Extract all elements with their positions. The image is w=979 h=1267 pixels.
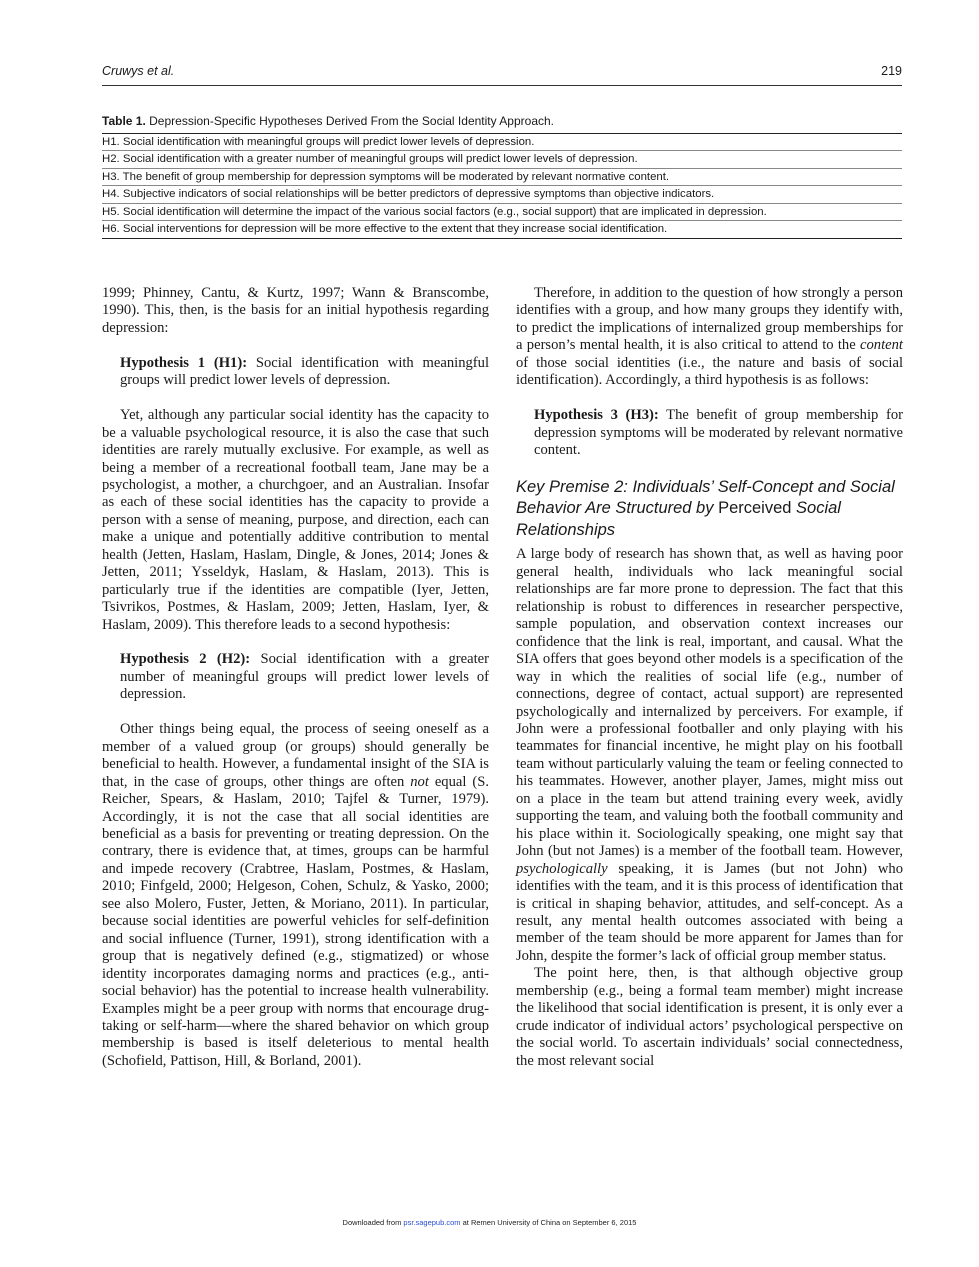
hypothesis-1: Hypothesis 1 (H1): Social identification with meaningful groups will predict lower levels of depression.: [120, 354, 489, 389]
paragraph: A large body of research has shown that, as well as having poor general health, individuals who lack meaningful social relationships are far more prone to depression. The fact that this relationship is robust to differences in researcher perspective, sample population, and observation context increases our confidence that the link is real, important, and causal. What the SIA offers that goes beyond other models is a specification of the way in which the realities of social life (e.g., number of connections, degree of contact, actual support) are represented psychologically and internalized by perceivers. For example, if John were a professional footballer and only playing with his teammates for financial incentive, he might play on his football team without particularly valuing the team or feeling connected to his teammates. However, another player, James, might miss out on a place in the team but attend training every week, avidly supporting the team, and valuing both the football community and his place within it. Sociologically speaking, one might say that John (but not James) is a member of the football team. However, psychologically speaking, it is James (but not John) who identifies with the team, and it is this process of identification that is critical in shaping behavior, attitudes, and self-concept. As a result, any mental health outcomes associated with being a member of the team should be more apparent for James than for John, despite the former’s lack of official group member status.: [516, 546, 903, 964]
hypothesis-3: Hypothesis 3 (H3): The benefit of group membership for depression symptoms will be moderated by relevant normative content.: [534, 407, 903, 459]
hypothesis-label: Hypothesis 1 (H1):: [120, 354, 248, 371]
header-rule: [102, 85, 902, 86]
hypothesis-2: Hypothesis 2 (H2): Social identification with a greater number of meaningful groups will predict lower levels of depression.: [120, 651, 490, 703]
table-bottom-rule: [102, 238, 902, 239]
table-caption: [102, 113, 902, 129]
table-caption-text: Depression-Specific Hypotheses Derived From the Social Identity Approach.: [149, 114, 554, 128]
paragraph: Yet, although any particular social identity has the capacity to be a valuable psychological resource, it is also the case that such identities are rarely mutually exclusive. For example, as well as being a member of a recreational football team, Jane may be a psychologist, a mother, a churchgoer, and an Australian. Insofar as each of these social identities has the capacity to provide a person with a sense of meaning, purpose, and direction, each can make a unique and potentially additive contribution to mental health (Jetten, Haslam, Haslam, Dingle, & Jones, 2014; Jones & Jetten, 2011; Ysseldyk, Haslam, & Haslam, 2013). This is particularly true if the identities are compatible (Iyer, Jetten, Tsivrikos, Postmes, & Haslam, 2009; Jetten, Haslam, Iyer, & Haslam, 2009). This therefore leads to a second hypothesis:: [102, 407, 489, 633]
paragraph: 1999; Phinney, Cantu, & Kurtz, 1997; Wann & Branscombe, 1990). This, then, is the basis for an initial hypothesis regarding depression:: [102, 285, 489, 336]
paragraph: Other things being equal, the process of seeing oneself as a member of a valued group (or groups) should generally be beneficial to health. However, a fundamental insight of the SIA is that, in the case of groups, other things are often not equal (S. Reicher, Spears, & Haslam, 2010; Tajfel & Turner, 1979). Accordingly, it is not the case that all social identities are beneficial as a basis for preventing or treating depression. On the contrary, there is evidence that, at times, groups can be harmful and impede recovery (Crabtree, Haslam, Postmes, & Haslam, 2010; Finfgeld, 2000; Helgeson, Cohen, Schulz, & Yasko, 2000; see also Molero, Fuster, Jetten, & Moriano, 2011). In particular, because social identities are powerful vehicles for self-definition and social influence (Turner, 1991), strong identification with a group that is negatively defined (e.g., stigmatized) or whose identity incorporates damaging norms and practices (e.g., anti-social behavior) has the potential to increase health vulnerability. Examples might be a peer group with norms that encourage drug-taking or self-harm—where the shared behavior on which group membership is based is itself deleterious to mental health (Schofield, Pattison, Hill, & Borland, 2001).: [102, 721, 489, 1069]
paragraph: The point here, then, is that although objective group membership (e.g., being a formal team member) might increase the likelihood that social identification is present, it is only ever a crude indicator of individual actors’ psychological perspective on the social world. To ascertain individuals’ social connectedness, the most relevant social: [516, 965, 903, 1069]
table-row-h6: H6. Social interventions for depression will be more effective to the extent that they increase social identification.: [102, 220, 902, 237]
table-row-h1: H1. Social identification with meaningful groups will predict lower levels of depression.: [102, 135, 535, 148]
running-head-author: Cruwys et al.: [102, 64, 175, 78]
paragraph: Therefore, in addition to the question of how strongly a person identifies with a group, and how many groups they identify with, to predict the implications of internalized group memberships for a person’s mental health, it is also critical to attend to the content of those social identities (i.e., the nature and basis of social identification). Accordingly, a third hypothesis is as follows:: [516, 285, 903, 389]
hypothesis-label: Hypothesis 2 (H2):: [120, 651, 251, 668]
source-link[interactable]: psr.sagepub.com: [403, 1218, 461, 1227]
table-label: Table 1.: [102, 114, 146, 128]
table-row-h3: H3. The benefit of group membership for depression symptoms will be moderated by relevant normative content.: [102, 168, 902, 185]
table-row-h4: H4. Subjective indicators of social relationships will be better predictors of depressive symptoms than objective indicators.: [102, 185, 902, 202]
left-column: [102, 285, 489, 1070]
download-footer: Downloaded from psr.sagepub.com at Remen University of China on September 6, 2015: [342, 1218, 637, 1227]
table-row-h5: H5. Social identification will determine the impact of the various social factors (e.g., social support) that are implicated in depression.: [102, 203, 902, 220]
hypotheses-table: [102, 113, 902, 239]
hypothesis-label: Hypothesis 3 (H3):: [534, 407, 659, 424]
section-heading: Key Premise 2: Individuals’ Self-Concept and Social Behavior Are Structured by Perceived Social Relationships: [516, 477, 895, 539]
table-row-h2: H2. Social identification with a greater number of meaningful groups will predict lower levels of depression.: [102, 150, 902, 167]
running-head: [102, 64, 902, 82]
right-column: [516, 285, 903, 1070]
page-number: 219: [881, 64, 902, 78]
